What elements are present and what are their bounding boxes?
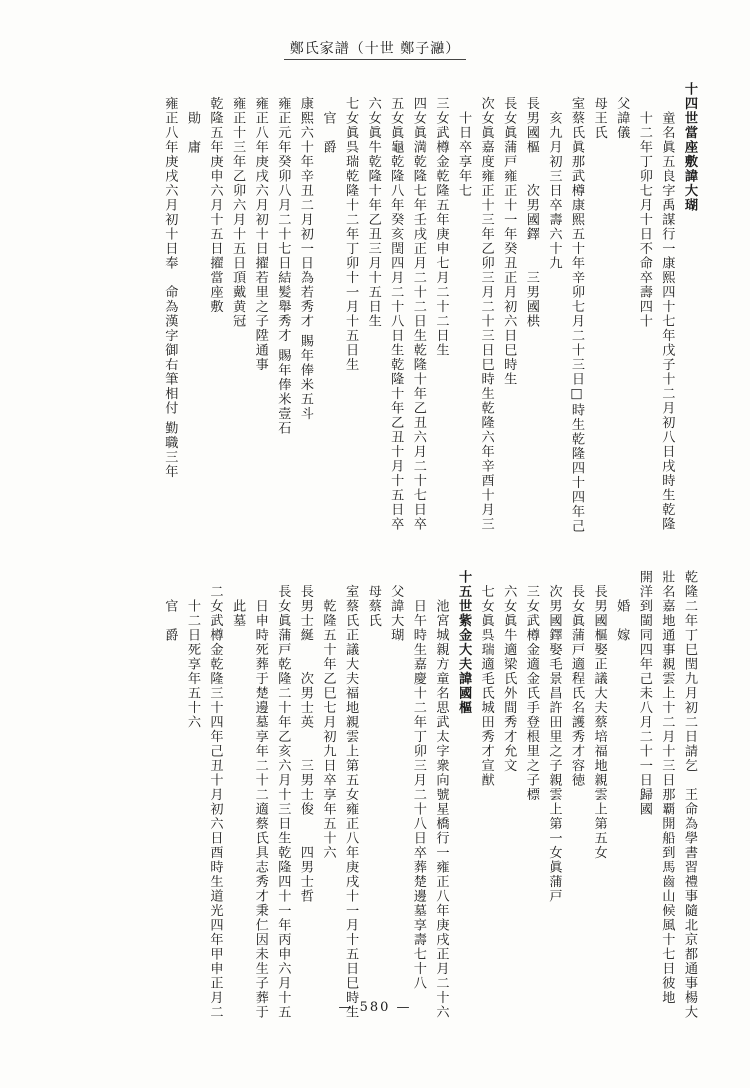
- text-line: 雍正八年庚戌六月初十日擢若里之子陞通事: [252, 82, 268, 372]
- text-line: 日申時死葬于楚邊墓享年二十二適蔡氏具志秀才秉仁因未生子葬于: [252, 570, 268, 1020]
- text-line: 父諱大瑚: [388, 570, 404, 643]
- text-line: 父諱儀: [614, 82, 630, 140]
- text-line: 室蔡氏眞那武樽康熙五十年辛卯七月二十三日□時生乾隆四十四年己: [569, 82, 585, 534]
- text-line: 此墓: [230, 570, 246, 628]
- text-line: 開洋到閩同四年己未八月二十一日歸國: [636, 570, 652, 817]
- text-line: 雍正八年庚戌六月初十日奉 命為漢字御右筆相付 勤職三年: [162, 82, 178, 479]
- text-line: 七女眞呉瑞適毛氏城田秀才宣猷: [478, 570, 494, 788]
- text-line: 母王氏: [591, 82, 607, 140]
- page-header: [0, 38, 750, 58]
- text-line: 雍正十三年乙卯六月十五日頂戴黄冠: [230, 82, 246, 329]
- text-line: 長女眞蒲戸適程氏名護秀才容徳: [569, 570, 585, 788]
- text-line: 康熙六十年辛丑二月初一日為若秀才 賜年俸米五斗: [297, 82, 313, 421]
- lower-text-block: [158, 570, 700, 1025]
- genealogy-heading: 十五世紫金大夫諱國樞: [456, 570, 472, 715]
- text-line: 十日卒享年七: [456, 82, 472, 198]
- text-line: 長女眞蒲戸雍正十一年癸丑正月初六日巳時生: [501, 82, 517, 387]
- text-line: 十二日死享年五十六: [184, 570, 200, 730]
- text-line: 長男國樞 次男國鐸 三男國栱: [523, 82, 539, 329]
- text-line: 十二年丁卯七月十日不命卒壽四十: [636, 82, 652, 329]
- text-line: 官 爵: [320, 82, 336, 155]
- page-number: — 580 —: [338, 1000, 412, 1015]
- text-line: 長男士綖 次男士英 三男士俊 四男士哲: [297, 570, 313, 904]
- text-line: 亥九月初三日卒壽六十九: [546, 82, 562, 271]
- text-line: 三女武樽金適金氏手登根里之子標: [523, 570, 539, 802]
- text-line: 六女眞牛乾隆十年乙丑三月十五日生: [365, 82, 381, 329]
- text-line: 勛 庸: [184, 82, 200, 155]
- text-line: 童名眞五良字禹謀行一康熙四十七年戊子十二月初八日戌時生乾隆: [659, 82, 675, 532]
- text-line: 二女武樽金乾隆三十四年己丑十月初六日酉時生道光四年甲申正月二: [207, 570, 223, 1020]
- text-line: 母蔡氏: [365, 570, 381, 628]
- text-line: 室蔡氏正議大夫福地親雲上第五女雍正八年庚戌十一月十五日巳時生: [343, 570, 359, 1020]
- page-header-title: 鄭氏家譜（十世 鄭子瀜）: [284, 41, 466, 60]
- text-line: 池宮城親方童名思武太字衆向號星橋行一雍正八年庚戌正月二十六: [433, 570, 449, 1020]
- text-line: 雍正元年癸卯八月二十七日結髪舉秀才 賜年俸米壹石: [275, 82, 291, 436]
- text-line: 四女眞満乾隆七年壬戌正月二十二日生乾隆十年乙丑六月二十七日卒: [410, 82, 426, 532]
- text-line: 乾隆五十年乙巳七月初九日卒享年五十六: [320, 570, 336, 860]
- text-line: 六女眞牛適梁氏外間秀才允文: [501, 570, 517, 773]
- text-line: 婚 嫁: [614, 570, 630, 643]
- text-line: 五女眞龜乾隆八年癸亥閏四月二十八日生乾隆十年乙丑十月十五日卒: [388, 82, 404, 532]
- genealogy-heading: 十四世當座敷諱大瑚: [682, 82, 697, 213]
- text-line: 長男國樞娶正議大夫蔡培福地親雲上第五女: [591, 570, 607, 860]
- text-line: 日午時生嘉慶十二年丁卯三月二十八日卒葬楚邊墓享壽七十八: [410, 570, 426, 991]
- text-line: 次男國鐸娶毛景昌許田里之子親雲上第一女眞蒲戸: [546, 570, 562, 904]
- text-line: 次女眞嘉度雍正十三年乙卯三月二十三日巳時生乾隆六年辛酉十月三: [478, 82, 494, 532]
- text-line: 三女武樽金乾隆五年庚申七月二十二日生: [433, 82, 449, 358]
- text-line: 壯名嘉地通事親雲上十二月十三日那覇開船到馬齒山候風十七日彼地: [659, 570, 675, 1005]
- text-line: 長女眞蒲戸乾隆二十年乙亥六月十三日生乾隆四十一年丙申六月十五: [275, 570, 291, 1020]
- text-line: 乾隆五年庚申六月十五日擢當座敷: [207, 82, 223, 314]
- text-line: 七女眞呉瑞乾隆十二年丁卯十一月十五日生: [343, 82, 359, 372]
- text-line: 乾隆二年丁巳閏九月初二日請乞 王命為學書習禮事隨北京都通事楊大: [682, 570, 697, 1020]
- upper-text-block: [158, 82, 700, 532]
- text-line: 官 爵: [162, 570, 178, 643]
